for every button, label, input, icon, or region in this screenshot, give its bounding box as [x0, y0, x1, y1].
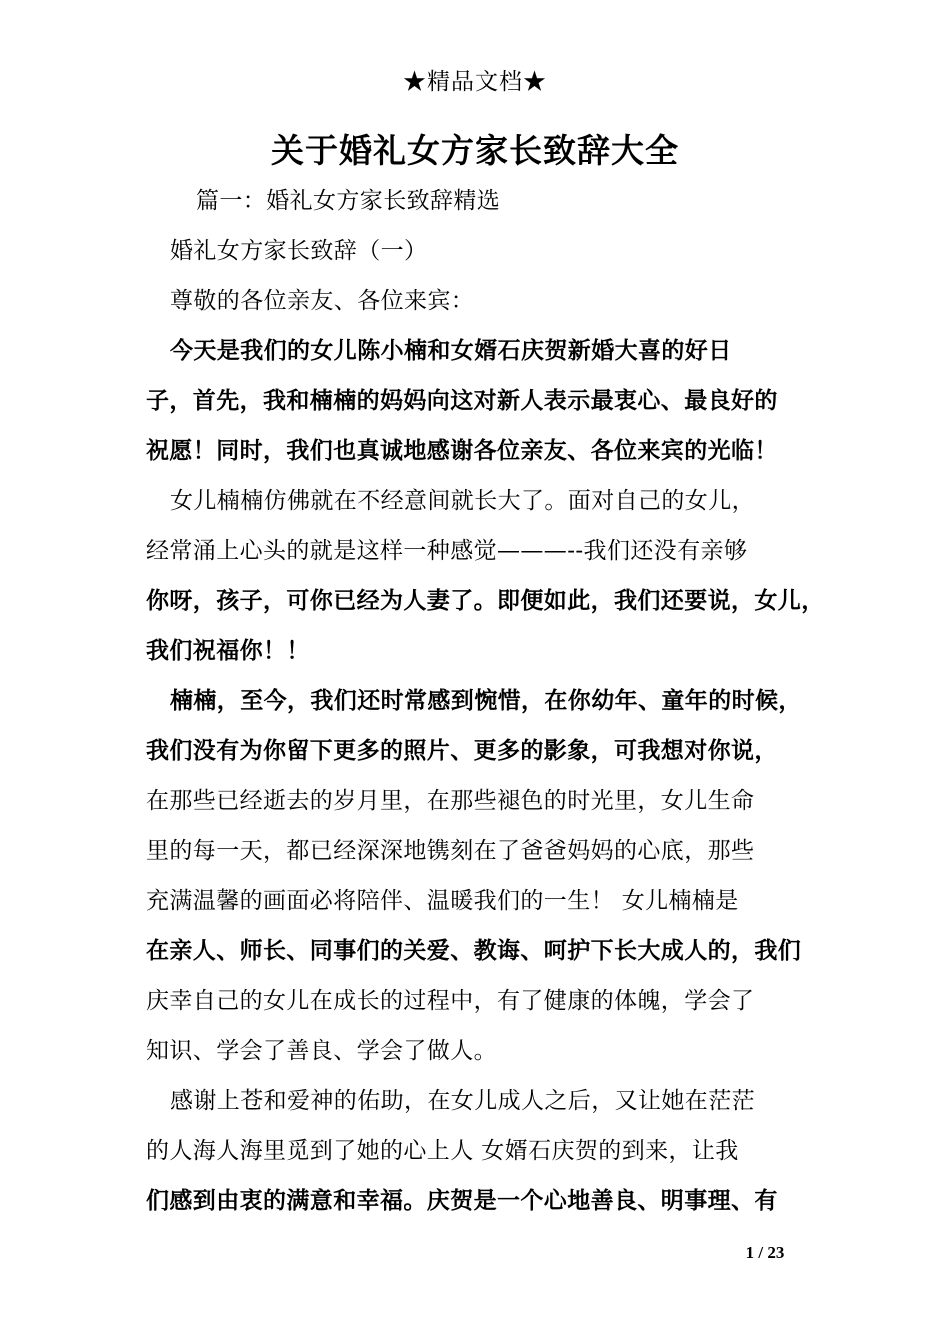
paragraph-line: 楠楠，至今，我们还时常感到惋惜，在你幼年、童年的时候， [170, 687, 802, 714]
paragraph-line: 庆幸自己的女儿在成长的过程中，有了健康的体魄，学会了 [146, 988, 755, 1014]
paragraph-line: 在亲人、师长、同事们的关爱、教诲、呵护下长大成人的，我们 [146, 937, 802, 964]
paragraph-line: 里的每一天，都已经深深地镌刻在了爸爸妈妈的心底，那些 [146, 838, 755, 864]
paragraph-line: 经常涌上心头的就是这样一种感觉———--我们还没有亲够 [146, 538, 748, 564]
paragraph-line: 你呀，孩子，可你已经为人妻了。即便如此，我们还要说，女儿， [146, 587, 825, 614]
page-number: 1 / 23 [745, 1243, 785, 1262]
header-mark: ★精品文档★ [403, 69, 547, 95]
salutation: 尊敬的各位亲友、各位来宾： [170, 288, 475, 314]
paragraph-line: 子，首先，我和楠楠的妈妈向这对新人表示最衷心、最良好的 [146, 387, 778, 414]
document-title: 关于婚礼女方家长致辞大全 [271, 131, 679, 170]
paragraph-line: 的人海人海里觅到了她的心上人 女婿石庆贺的到来，让我 [146, 1138, 739, 1164]
paragraph-line: 祝愿！同时，我们也真诚地感谢各位亲友、各位来宾的光临！ [146, 437, 778, 464]
paragraph-line: 在那些已经逝去的岁月里，在那些褪色的时光里，女儿生命 [146, 788, 755, 814]
section-heading: 篇一：婚礼女方家长致辞精选 [196, 188, 501, 214]
subsection-heading: 婚礼女方家长致辞（一） [170, 238, 428, 264]
paragraph-line: 今天是我们的女儿陈小楠和女婿石庆贺新婚大喜的好日 [170, 337, 732, 364]
paragraph-line: 女儿楠楠仿佛就在不经意间就长大了。面对自己的女儿， [170, 488, 755, 514]
paragraph-line: 我们祝福你！！ [146, 637, 310, 664]
paragraph-line: 我们没有为你留下更多的照片、更多的影象，可我想对你说， [146, 737, 778, 764]
paragraph-line: 感谢上苍和爱神的佑助，在女儿成人之后，又让她在茫茫 [170, 1088, 755, 1114]
paragraph-line: 知识、学会了善良、学会了做人。 [146, 1038, 497, 1064]
paragraph-line: 们感到由衷的满意和幸福。庆贺是一个心地善良、明事理、有 [146, 1187, 778, 1214]
paragraph-line: 充满温馨的画面必将陪伴、温暖我们的一生！ 女儿楠楠是 [146, 888, 739, 914]
